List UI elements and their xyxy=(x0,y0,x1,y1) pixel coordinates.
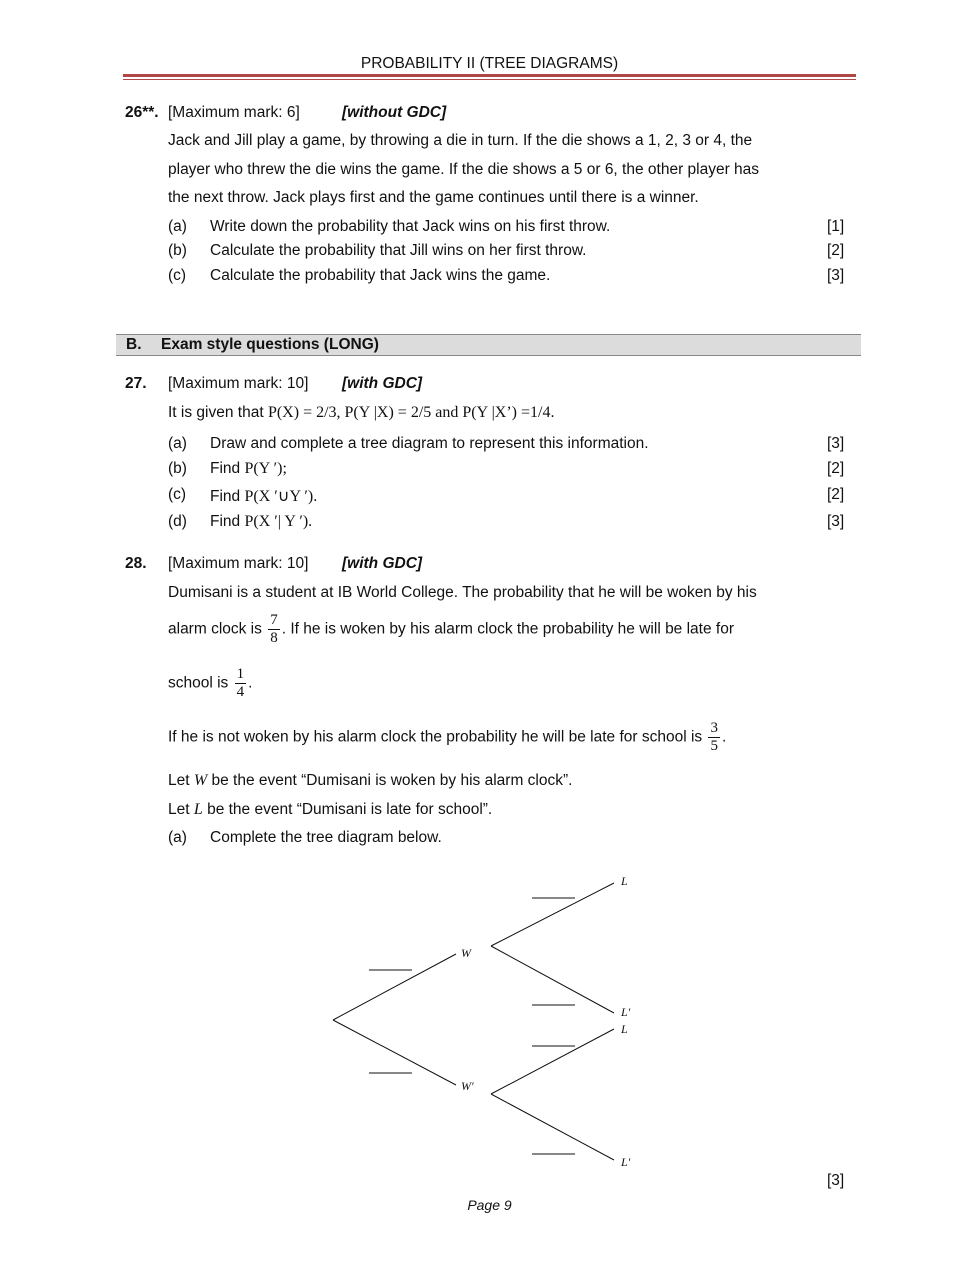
node-l-bottom: L xyxy=(621,1022,628,1036)
q27-part-b-text: Find xyxy=(210,460,245,477)
let-l-pre: Let xyxy=(168,801,194,818)
question-26-gdc: [without GDC] xyxy=(342,104,447,121)
node-w-prime: W′ xyxy=(461,1079,474,1093)
question-26-max-mark: [Maximum mark: 6] xyxy=(168,104,300,121)
q28-part-a-label: (a) xyxy=(168,829,187,846)
q26-part-b-mark: [2] xyxy=(827,242,845,259)
let-w-var: W xyxy=(193,772,208,789)
node-l-prime-top: L′ xyxy=(621,1005,631,1019)
q26-part-c-label: (c) xyxy=(168,267,187,284)
q26-part-c-mark: [3] xyxy=(827,267,845,284)
q26-part-a-text: Write down the probability that Jack wins on his first throw. xyxy=(210,218,611,235)
q27-part-c-math: P(X ′∪Y ′). xyxy=(244,488,318,505)
q27-part-b-label: (b) xyxy=(168,460,187,477)
q26-part-a-label: (a) xyxy=(168,218,187,235)
question-28-number: 28. xyxy=(125,555,147,572)
q28-line-4-pre: If he is not woken by his alarm clock the probability he will be late for school is xyxy=(168,728,703,746)
question-26-line-2: player who threw the die wins the game. If the die shows a 5 or 6, the other player has xyxy=(168,161,760,178)
question-27-given-math: P(X) = 2/3, P(Y |X) = 2/5 and P(Y |X’) =1/4. xyxy=(267,404,555,421)
page-number: Page 9 xyxy=(467,1197,512,1213)
branch-to-w xyxy=(333,954,456,1020)
q27-part-b-math: P(Y ′); xyxy=(244,460,287,477)
q28-line-2-pre: alarm clock is xyxy=(168,620,262,638)
q27-part-d-text: Find xyxy=(210,513,245,530)
q26-part-a-mark: [1] xyxy=(827,218,845,235)
q27-part-a-mark: [3] xyxy=(827,435,845,452)
q26-part-b-text: Calculate the probability that Jill wins on her first throw. xyxy=(210,242,587,259)
section-b-label: B. xyxy=(126,336,142,353)
fraction-numerator: 7 xyxy=(270,612,278,628)
question-26-number: 26**. xyxy=(125,104,159,121)
q28-line-3-post: . xyxy=(248,674,253,692)
q27-part-b-mark: [2] xyxy=(827,460,845,477)
question-26-line-1: Jack and Jill play a game, by throwing a die in turn. If the die shows a 1, 2, 3 or 4, the xyxy=(168,132,753,149)
question-27-number: 27. xyxy=(125,375,147,392)
question-27-given-prefix: It is given that xyxy=(168,404,268,421)
q27-part-c-mark: [2] xyxy=(827,486,845,503)
q28-part-a-text: Complete the tree diagram below. xyxy=(210,829,442,846)
q27-part-c-label: (c) xyxy=(168,486,187,503)
let-w-pre: Let xyxy=(168,772,194,789)
question-27-gdc: [with GDC] xyxy=(342,375,423,392)
q27-part-a-text: Draw and complete a tree diagram to represent this information. xyxy=(210,435,649,452)
question-27-max-mark: [Maximum mark: 10] xyxy=(168,375,309,392)
fraction-numerator: 1 xyxy=(236,666,245,682)
question-26-line-3: the next throw. Jack plays first and the game continues until there is a winner. xyxy=(168,189,699,206)
node-l-top: L xyxy=(621,874,628,888)
q28-line-3-pre: school is xyxy=(168,674,229,692)
let-w-post: be the event “Dumisani is woken by his alarm clock”. xyxy=(207,772,573,789)
q28-line-4-post: . xyxy=(721,728,727,746)
q27-part-c-text: Find xyxy=(210,488,245,505)
fraction-denominator: 8 xyxy=(270,630,278,646)
branch-w-to-l xyxy=(491,883,614,946)
q26-part-b-label: (b) xyxy=(168,242,187,259)
node-w: W xyxy=(461,946,471,960)
q27-part-a-label: (a) xyxy=(168,435,187,452)
let-l-var: L xyxy=(193,801,203,818)
branch-to-w-prime xyxy=(333,1020,456,1085)
branch-w-prime-to-l-prime xyxy=(491,1094,614,1160)
branch-w-to-l-prime xyxy=(491,946,614,1013)
fraction-numerator: 3 xyxy=(710,720,718,736)
fraction-denominator: 4 xyxy=(236,684,245,700)
q28-part-a-mark: [3] xyxy=(827,1172,845,1189)
header-title: PROBABILITY II (TREE DIAGRAMS) xyxy=(360,55,619,72)
q27-part-d-label: (d) xyxy=(168,513,187,530)
node-l-prime-bottom: L′ xyxy=(621,1155,631,1169)
question-28-gdc: [with GDC] xyxy=(342,555,423,572)
branch-w-prime-to-l xyxy=(491,1029,614,1094)
let-l-post: be the event “Dumisani is late for school”. xyxy=(202,801,493,818)
q26-part-c-text: Calculate the probability that Jack wins the game. xyxy=(210,267,551,284)
question-28-line-1: Dumisani is a student at IB World College. The probability that he will be woken by his xyxy=(168,584,757,601)
q27-part-d-math: P(X ′| Y ′). xyxy=(244,513,313,530)
q28-line-2-post: . If he is woken by his alarm clock the probability he will be late for xyxy=(281,620,734,638)
section-b-title: Exam style questions (LONG) xyxy=(161,336,379,353)
fraction-denominator: 5 xyxy=(710,738,718,754)
q27-part-d-mark: [3] xyxy=(827,513,845,530)
question-28-max-mark: [Maximum mark: 10] xyxy=(168,555,309,572)
